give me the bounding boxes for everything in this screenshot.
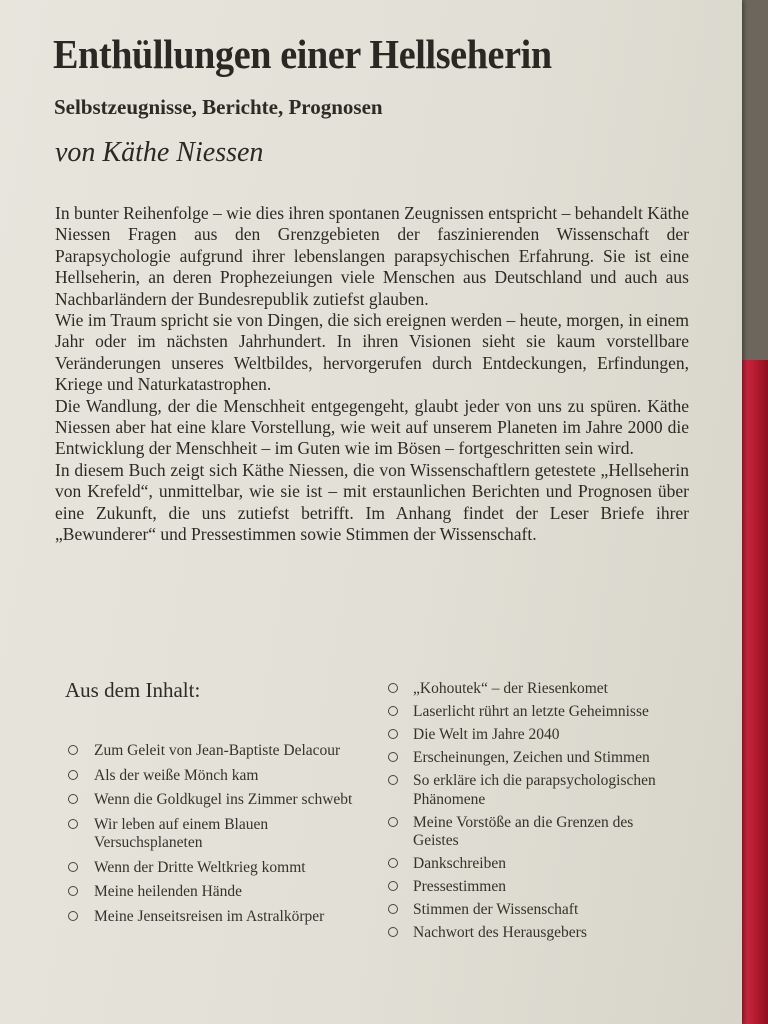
contents-item xyxy=(388,772,678,809)
contents-item xyxy=(388,749,678,768)
blurb-paragraph: In diesem Buch zeigt sich Käthe Niessen, die von Wissenschaftlern getestete „Hellseherin von Krefeld“, unmittelbar, wie sie ist – mit erstaunlichen Berichten und Prognosen über eine Zukunft, die uns zutiefst betrifft. Im Anhang findet der Leser Briefe ihrer „Bewunderer“ und Pressestimmen sowie Stimmen der Wissenschaft. xyxy=(55,459,689,545)
contents-item xyxy=(388,680,678,699)
circle-bullet-icon xyxy=(388,858,398,868)
contents-item xyxy=(68,767,368,786)
contents-item xyxy=(68,883,368,902)
circle-bullet-icon xyxy=(388,706,398,716)
circle-bullet-icon xyxy=(388,775,398,785)
contents-item xyxy=(388,901,678,920)
contents-item-label: Zum Geleit von Jean-Baptiste Delacour xyxy=(94,742,341,759)
contents-item xyxy=(388,814,678,851)
contents-item-label: Nachwort des Herausgebers xyxy=(413,924,587,941)
circle-bullet-icon xyxy=(388,881,398,891)
circle-bullet-icon xyxy=(388,904,398,914)
circle-bullet-icon xyxy=(388,927,398,937)
contents-heading: Aus dem Inhalt: xyxy=(65,678,201,702)
contents-item xyxy=(68,859,368,878)
contents-item xyxy=(68,742,368,761)
contents-item xyxy=(388,703,678,722)
contents-item xyxy=(388,855,678,874)
contents-list-right xyxy=(388,680,678,947)
contents-item-label: So erkläre ich die parapsychologischen Phänomene xyxy=(413,772,656,808)
contents-item-label: Stimmen der Wissenschaft xyxy=(413,901,579,918)
contents-item-label: Wenn die Goldkugel ins Zimmer schwebt xyxy=(94,791,353,808)
contents-item-label: Pressestimmen xyxy=(413,878,506,895)
contents-item-label: Dankschreiben xyxy=(413,855,506,872)
circle-bullet-icon xyxy=(388,752,398,762)
contents-item-label: Wir leben auf einem Blauen Versuchsplaneten xyxy=(94,815,269,851)
contents-item xyxy=(388,726,678,745)
blurb-paragraph: Wie im Traum spricht sie von Dingen, die sich ereignen werden – heute, morgen, in einem Jahr oder im nächsten Jahrhundert. In ihren Visionen sieht sie kaum vorstellbare Veränderungen unseres Weltbildes, hervorgerufen durch Entdeckungen, Erfindungen, Kriege und Naturkatastrophen. xyxy=(55,310,689,395)
blurb-text xyxy=(55,203,689,546)
blurb-paragraph: In bunter Reihenfolge – wie dies ihren spontanen Zeugnissen entspricht – behandelt Käthe Niessen Fragen aus den Grenzgebieten der faszinierenden Wissenschaft der Parapsychologie aufgrund ihrer lebenslangen parapsychischen Erfahrung. Sie ist eine Hellseherin, an deren Prophezeiungen viele Menschen aus Deutschland und auch aus Nachbarländern der Bundesrepublik zutiefst glauben. xyxy=(55,203,689,309)
contents-item-label: Die Welt im Jahre 2040 xyxy=(413,726,560,743)
circle-bullet-icon xyxy=(68,911,78,921)
blurb-paragraph: Die Wandlung, der die Menschheit entgegengeht, glaubt jeder von uns zu spüren. Käthe Niessen aber hat eine klare Vorstellung, wie weit auf unserem Planeten im Jahre 2000 die Entwicklung der Menschheit – im Guten wie im Bösen – fortgeschritten sein wird. xyxy=(55,395,689,459)
circle-bullet-icon xyxy=(388,817,398,827)
circle-bullet-icon xyxy=(68,886,78,896)
circle-bullet-icon xyxy=(388,729,398,739)
circle-bullet-icon xyxy=(68,770,78,780)
circle-bullet-icon xyxy=(388,683,398,693)
circle-bullet-icon xyxy=(68,819,78,829)
book-subtitle: Selbstzeugnisse, Berichte, Prognosen xyxy=(54,95,383,119)
contents-list-left xyxy=(68,742,368,932)
contents-item-label: Wenn der Dritte Weltkrieg kommt xyxy=(94,858,306,876)
book-title: Enthüllungen einer Hellseherin xyxy=(53,31,552,77)
book-author: von Käthe Niessen xyxy=(55,137,264,168)
contents-item-label: Meine Jenseitsreisen im Astralkörper xyxy=(94,907,325,925)
contents-item-label: Als der weiße Mönch kam xyxy=(94,766,259,784)
contents-item-label: „Kohoutek“ – der Riesenkomet xyxy=(413,680,608,697)
contents-item-label: Laserlicht rührt an letzte Geheimnisse xyxy=(413,703,649,720)
contents-item xyxy=(68,791,368,810)
contents-item-label: Meine heilenden Hände xyxy=(94,883,243,900)
circle-bullet-icon xyxy=(68,862,78,872)
contents-item xyxy=(68,908,368,927)
contents-item xyxy=(388,878,678,897)
contents-item-label: Erscheinungen, Zeichen und Stimmen xyxy=(413,749,650,766)
contents-item xyxy=(388,924,678,943)
circle-bullet-icon xyxy=(68,794,78,804)
contents-item-label: Meine Vorstöße an die Grenzen des Geistes xyxy=(413,813,634,849)
contents-item xyxy=(68,816,368,853)
circle-bullet-icon xyxy=(68,745,78,755)
